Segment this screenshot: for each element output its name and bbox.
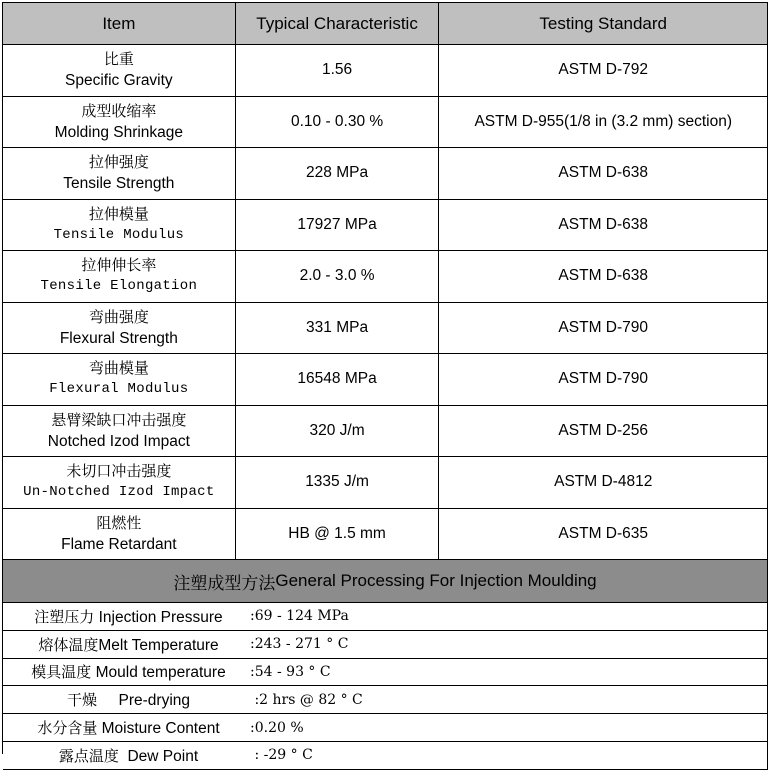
item-cell: [3, 200, 236, 252]
typical-value: 16548 MPa: [236, 354, 440, 406]
table-row: [3, 251, 768, 303]
processing-value: :69 - 124 MPa: [250, 608, 349, 625]
processing-label-zh: 水分含量: [37, 719, 98, 738]
processing-label: [7, 661, 250, 682]
testing-standard: ASTM D-790: [439, 354, 768, 406]
processing-row: [3, 631, 768, 659]
processing-cell: [3, 742, 768, 770]
table-row: [3, 406, 768, 458]
item-name-en: Molding Shrinkage: [54, 123, 184, 141]
typical-value: 1.56: [236, 45, 440, 97]
processing-title-en: General Processing For Injection Moulding: [275, 571, 597, 590]
processing-value: :54 - 93 ° C: [250, 663, 331, 680]
item-cell: [3, 97, 236, 149]
processing-label: [7, 606, 250, 627]
testing-standard: ASTM D-792: [439, 45, 768, 97]
processing-label: [7, 745, 250, 766]
testing-standard: ASTM D-256: [439, 406, 768, 458]
table-row: [3, 45, 768, 97]
table-row: [3, 200, 768, 252]
processing-label-en: Melt Temperature: [98, 636, 219, 654]
item-name-zh: 成型收缩率: [81, 101, 157, 120]
property-rows: [3, 45, 768, 560]
processing-label-zh: 注塑压力: [34, 607, 95, 626]
table-row: [3, 354, 768, 406]
typical-value: 228 MPa: [236, 148, 440, 200]
item-name-zh: 未切口冲击强度: [66, 462, 172, 481]
processing-cell: [3, 714, 768, 742]
processing-row: [3, 714, 768, 742]
testing-standard: ASTM D-638: [439, 251, 768, 303]
table-row: [3, 303, 768, 355]
testing-standard: ASTM D-638: [439, 148, 768, 200]
processing-row: [3, 603, 768, 631]
item-name-zh: 拉伸伸长率: [81, 256, 157, 275]
processing-value: : -29 ° C: [250, 747, 313, 764]
typical-value: 2.0 - 3.0 %: [236, 251, 440, 303]
processing-row: [3, 742, 768, 770]
spec-sheet-table: [2, 2, 768, 765]
testing-standard: ASTM D-790: [439, 303, 768, 355]
processing-rows: [3, 603, 768, 770]
table-row: [3, 457, 768, 509]
processing-label-zh: 干燥: [66, 691, 97, 710]
typical-value: 17927 MPa: [236, 200, 440, 252]
typical-value: 1335 J/m: [236, 457, 440, 509]
processing-label-en: Moisture Content: [97, 720, 220, 738]
typical-value: 320 J/m: [236, 406, 440, 458]
item-name-zh: 弯曲模量: [88, 359, 149, 378]
processing-label-en: Dew Point: [118, 747, 199, 765]
processing-label-en: Mould temperature: [91, 664, 226, 682]
processing-cell: [3, 603, 768, 631]
header-item: Item: [3, 3, 236, 45]
processing-label-en: Pre-drying: [96, 692, 191, 710]
item-cell: [3, 354, 236, 406]
item-cell: [3, 457, 236, 509]
item-name-zh: 弯曲强度: [88, 307, 149, 326]
processing-cell: [3, 659, 768, 687]
processing-label-zh: 露点温度: [58, 746, 119, 765]
item-name-en: Specific Gravity: [65, 72, 173, 90]
item-cell: [3, 303, 236, 355]
typical-value: 331 MPa: [236, 303, 440, 355]
item-name-zh: 拉伸模量: [88, 204, 149, 223]
item-cell: [3, 45, 236, 97]
table-header-row: [3, 3, 768, 45]
item-name-en: Tensile Strength: [63, 175, 175, 193]
testing-standard: ASTM D-638: [439, 200, 768, 252]
processing-label-en: Injection Pressure: [94, 608, 223, 626]
item-name-en: Tensile Modulus: [53, 226, 185, 243]
processing-row: [3, 686, 768, 714]
processing-value: :0.20 %: [250, 719, 304, 736]
item-name-en: Un-Notched Izod Impact: [23, 484, 215, 501]
item-name-en: Flexural Strength: [59, 329, 178, 347]
item-name-en: Tensile Elongation: [40, 278, 198, 295]
processing-label-zh: 模具温度: [31, 663, 92, 682]
item-name-zh: 拉伸强度: [88, 153, 149, 172]
processing-cell: [3, 686, 768, 714]
header-testing-standard: Testing Standard: [439, 3, 768, 45]
item-name-en: Flame Retardant: [61, 535, 177, 553]
item-name-zh: 比重: [103, 50, 134, 69]
item-name-en: Notched Izod Impact: [47, 432, 190, 450]
processing-value: :2 hrs @ 82 ° C: [250, 691, 363, 708]
table-row: [3, 509, 768, 561]
processing-row: [3, 659, 768, 687]
item-cell: [3, 148, 236, 200]
item-name-zh: 悬臂梁缺口冲击强度: [51, 410, 187, 429]
processing-cell: [3, 631, 768, 659]
item-cell: [3, 251, 236, 303]
testing-standard: ASTM D-955(1/8 in (3.2 mm) section): [439, 97, 768, 149]
processing-title-zh: 注塑成型方法: [173, 573, 276, 594]
header-typical-characteristic: Typical Characteristic: [236, 3, 440, 45]
item-name-en: Flexural Modulus: [49, 381, 189, 398]
processing-value: :243 - 271 ° C: [250, 636, 349, 653]
testing-standard: ASTM D-635: [439, 509, 768, 561]
processing-label: [7, 634, 250, 655]
typical-value: 0.10 - 0.30 %: [236, 97, 440, 149]
item-cell: [3, 406, 236, 458]
item-cell: [3, 509, 236, 561]
item-name-zh: 阻燃性: [96, 513, 142, 532]
processing-label: [7, 689, 250, 710]
processing-label-zh: 熔体温度: [38, 635, 99, 654]
table-row: [3, 148, 768, 200]
table-row: [3, 97, 768, 149]
processing-label: [7, 717, 250, 738]
processing-title: [3, 560, 768, 603]
testing-standard: ASTM D-4812: [439, 457, 768, 509]
typical-value: HB @ 1.5 mm: [236, 509, 440, 561]
processing-section-header: [3, 560, 768, 603]
